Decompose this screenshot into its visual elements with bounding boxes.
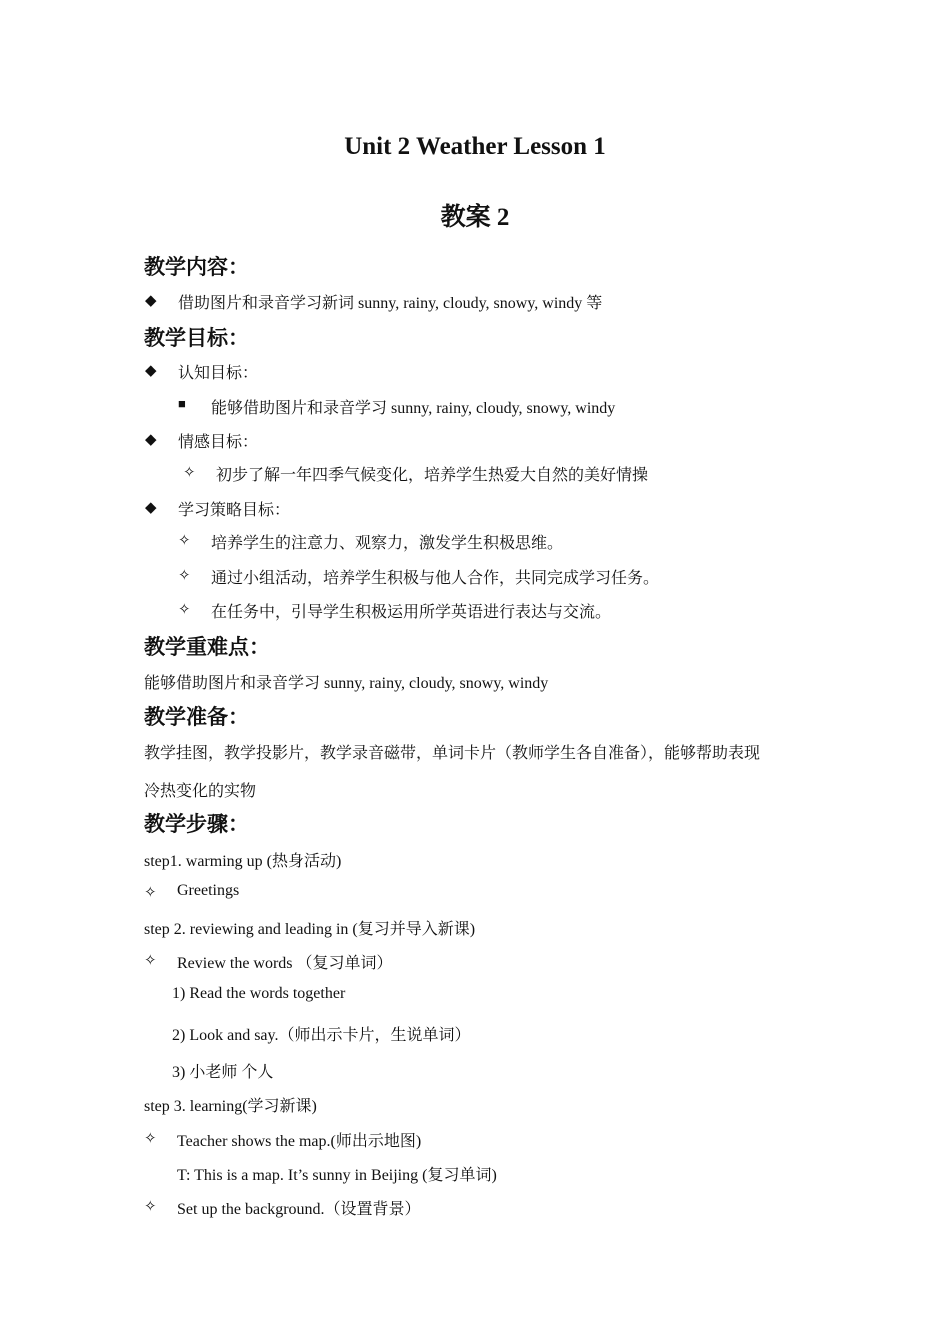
- step-heading: step1. warming up (热身活动): [144, 853, 342, 870]
- diamond-bullet-icon: ◆: [145, 293, 157, 309]
- star-bullet-icon: ✧: [183, 465, 196, 481]
- step-heading: step 3. learning(学习新课): [144, 1098, 317, 1115]
- star-bullet-icon: ✧: [178, 533, 191, 549]
- step-item: Set up the background.（设置背景）: [177, 1201, 421, 1218]
- objective-item-emotional: 初步了解一年四季气候变化，培养学生热爱大自然的美好情操: [216, 467, 649, 484]
- step-item: Greetings: [177, 882, 240, 899]
- review-sub-item: 1) Read the words together: [172, 985, 346, 1002]
- diamond-bullet-icon: ◆: [145, 432, 157, 448]
- step-heading: step 2. reviewing and leading in (复习并导入新课): [144, 921, 476, 938]
- review-sub-item: 2) Look and say.（师出示卡片，生说单词）: [172, 1027, 471, 1044]
- square-bullet-icon: ■: [178, 396, 186, 411]
- section-heading-content: 教学内容：: [144, 255, 249, 279]
- diamond-bullet-icon: ◆: [145, 363, 157, 379]
- objective-label-emotional: 情感目标：: [178, 434, 259, 451]
- objective-item-strategy: 培养学生的注意力、观察力，激发学生积极思维。: [211, 535, 564, 552]
- objective-item-cognitive: 能够借助图片和录音学习 sunny, rainy, cloudy, snowy, windy: [211, 400, 616, 417]
- star-bullet-icon: ✧: [144, 885, 157, 901]
- star-bullet-icon: ✧: [144, 1199, 157, 1215]
- review-sub-item: 3) 小老师 个人: [172, 1064, 274, 1081]
- section-heading-objectives: 教学目标：: [144, 326, 249, 350]
- section-heading-key-points: 教学重难点：: [144, 635, 270, 659]
- preparation-text: 教学挂图，教学投影片，教学录音磁带，单词卡片（教师学生各自准备），能够帮助表现: [144, 745, 761, 762]
- star-bullet-icon: ✧: [178, 602, 191, 618]
- objective-label-cognitive: 认知目标：: [178, 365, 259, 382]
- document-subtitle: 教案 2: [440, 204, 510, 231]
- objective-label-strategy: 学习策略目标：: [178, 502, 291, 519]
- preparation-text: 冷热变化的实物: [144, 783, 257, 800]
- step-item: Review the words （复习单词）: [177, 955, 393, 972]
- objective-item-strategy: 在任务中，引导学生积极运用所学英语进行表达与交流。: [211, 604, 612, 621]
- dialogue-line: T: This is a map. It’s sunny in Beijing (复习单词): [177, 1167, 497, 1184]
- content-item: 借助图片和录音学习新词 sunny, rainy, cloudy, snowy, windy 等: [178, 295, 603, 312]
- step-item: Teacher shows the map.(师出示地图): [177, 1133, 422, 1150]
- star-bullet-icon: ✧: [144, 1131, 157, 1147]
- objective-item-strategy: 通过小组活动，培养学生积极与他人合作，共同完成学习任务。: [211, 570, 660, 587]
- diamond-bullet-icon: ◆: [145, 500, 157, 516]
- section-heading-preparation: 教学准备：: [144, 705, 249, 729]
- star-bullet-icon: ✧: [144, 953, 157, 969]
- star-bullet-icon: ✧: [178, 568, 191, 584]
- section-heading-steps: 教学步骤：: [144, 812, 249, 836]
- document-title: Unit 2 Weather Lesson 1: [344, 133, 606, 160]
- key-points-text: 能够借助图片和录音学习 sunny, rainy, cloudy, snowy, windy: [144, 675, 549, 692]
